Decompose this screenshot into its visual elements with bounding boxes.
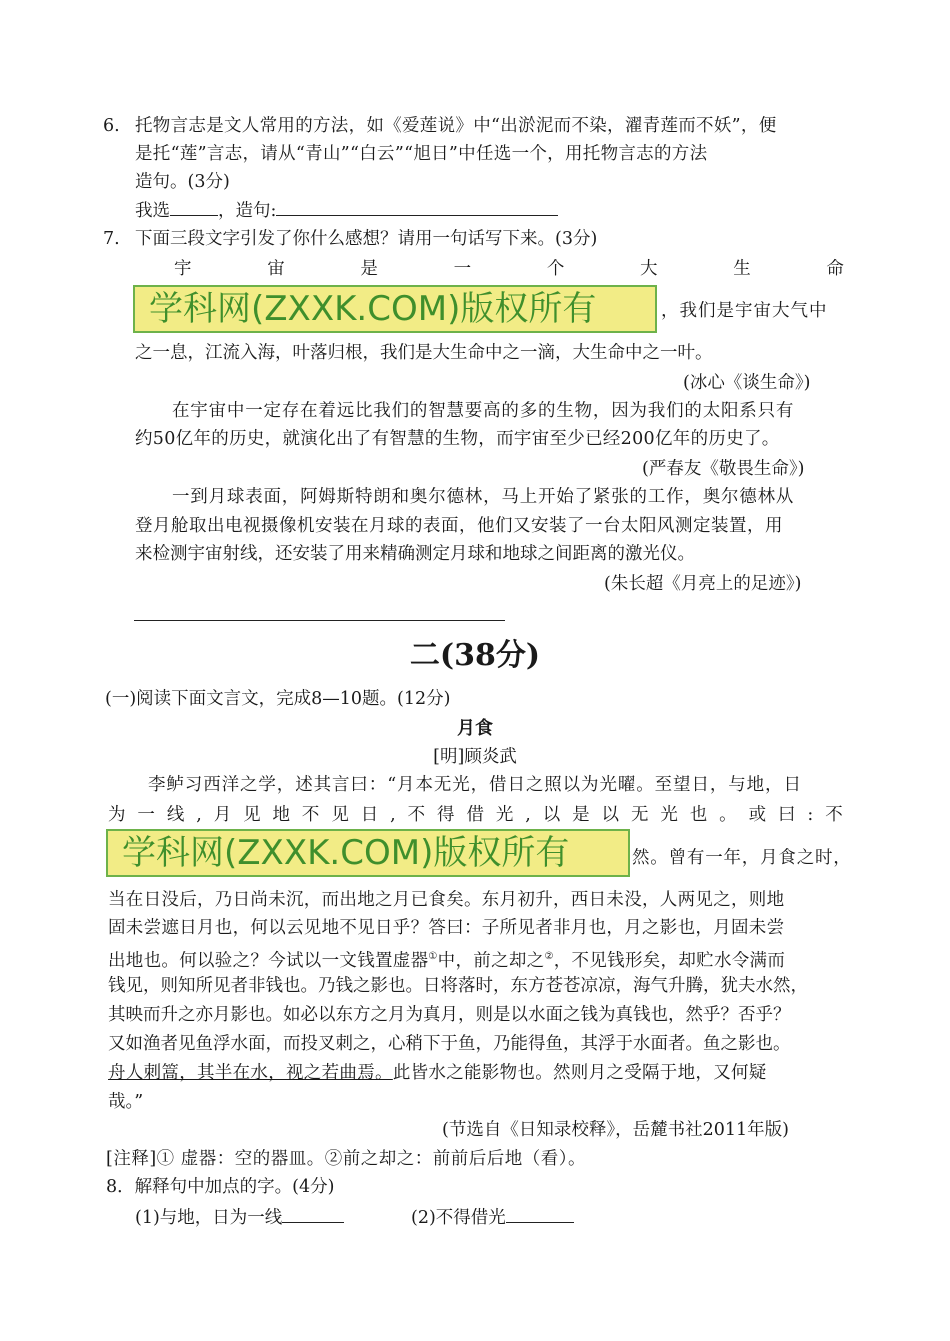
passage-char: 曰 [777,805,796,825]
passage-char: 。 [719,805,737,825]
q8-item-2-blank[interactable] [506,1204,574,1223]
underlined-sentence: 舟人刺篙，其半在水，视之若曲焉。 [108,1063,393,1083]
q7-p1-char: 命 [826,259,844,279]
q6-choose-label: 我选 [135,201,170,221]
q7-p1-char: 生 [733,259,751,279]
passage-char: 见 [331,805,349,825]
passage-line-8: 其映而升之亦月影也。如必以东方之月为真月，则是以水面之钱为真钱也，然乎？否乎？ [108,1005,791,1025]
passage-text: 中，前之却之 [437,950,545,971]
q6-line-1: 托物言志是文人常用的方法，如《爱莲说》中“出淤泥而不染，濯青莲而不妖”，便 [135,116,777,136]
section-instruction: (一)阅读下面文言文，完成8—10题。(12分) [105,689,451,709]
passage-char: 是 [572,805,590,825]
passage-line-10 [108,1060,767,1086]
q7-p1-line-3: 之一息，江流入海，叶落归根，我们是大生命中之一滴，大生命中之一叶。 [135,343,713,363]
passage-char: 光 [495,805,514,825]
q7-p1-char: 是 [360,259,378,279]
passage-char: 以 [601,805,620,825]
q7-p2-source: (严春友《敬畏生命》) [642,459,805,479]
footnote-1-marker: ① [428,951,438,962]
q7-p1-char: 大 [640,259,658,279]
passage-char: , [525,805,531,825]
q6-line-3: 造句。(3分) [135,172,230,192]
passage-char: 见 [243,805,261,825]
q7-p3-line-2: 登月舱取出电视摄像机安装在月球的表面，他们又安装了一台太阳风测定装置，用 [135,516,783,536]
passage-title: 月食 [457,718,493,739]
q7-p3-source: (朱长超《月亮上的足迹》) [604,574,802,594]
q7-p3-line-1: 一到月球表面，阿姆斯特朗和奥尔德林，马上开始了紧张的工作，奥尔德林从 [172,487,795,507]
passage-line-7: 钱见，则知所见者非钱也。乃钱之影也。日将落时，东方苍苍凉凉，海气升腾，犹夫水然， [108,976,808,996]
q8-item-2-text: (2)不得借光 [411,1208,506,1228]
passage-char: 得 [437,805,455,825]
passage-char: 不 [301,805,320,825]
passage-author: [明]顾炎武 [433,747,517,767]
passage-char: , [196,805,202,825]
footnote-2-marker: ② [544,951,554,962]
passage-char: 借 [466,805,484,825]
passage-char: 不 [407,805,426,825]
q7-line-1: 下面三段文字引发了你什么感想？请用一句话写下来。(3分) [135,229,598,249]
section-title: 二(38分) [409,638,541,673]
q6-sentence-blank[interactable] [276,197,558,216]
passage-line-3-tail: 然。曾有一年，月食之时， [632,848,852,868]
q7-p1-line-2-tail: ，我们是宇宙大气中 [661,301,828,321]
q6-choice-blank[interactable] [170,197,218,216]
watermark-1: 学科网(ZXXK.COM)版权所有 [133,285,657,333]
passage-char: 地 [272,805,291,825]
passage-char: 月 [213,805,232,825]
watermark-2: 学科网(ZXXK.COM)版权所有 [106,829,630,877]
passage-line-4: 当在日没后，乃日尚未沉，而出地之月已食矣。东月初升，西日未没，人两见之，则地 [108,890,785,910]
q6-number: 6. [103,116,120,136]
annotation-note: [注释]① 虚器：空的器皿。②前之却之：前前后后地（看）。 [106,1149,586,1169]
passage-line-11: 哉。” [108,1092,144,1112]
q7-answer-line[interactable] [134,620,505,621]
passage-line-5: 固未尝遮日月也，何以云见地不见日乎？答曰：子所见者非月也，月之影也，月固未尝 [108,918,785,938]
q6-answer-row [135,197,558,224]
passage-char: 日 [360,805,379,825]
q7-p1-char: 一 [453,259,472,279]
passage-char: 线 [166,805,185,825]
passage-line-2 [108,802,843,828]
passage-line-1: 李鲈习西洋之学，述其言曰：“月本无光，借日之照以为光曜。至望日，与地，日 [148,775,802,795]
passage-text: ，不见钱形矣，却贮水令满而 [553,950,786,971]
q7-p1-char: 个 [546,259,565,279]
q8-item-1-blank[interactable] [282,1204,344,1223]
passage-char: : [807,805,814,825]
passage-char: , [390,805,396,825]
q6-line-2: 是托“莲”言志，请从“青山”“白云”“旭日”中任选一个，用托物言志的方法 [135,144,708,164]
passage-char: 或 [748,805,767,825]
passage-line-9: 又如渔者见鱼浮水面，而投叉刺之，心稍下于鱼，乃能得鱼，其浮于水面者。鱼之影也。 [108,1034,791,1054]
passage-char: 一 [137,805,155,825]
passage-char: 为 [108,805,126,825]
q7-p3-line-3: 来检测宇宙射线，还安装了用来精确测定月球和地球之间距离的激光仪。 [135,544,695,564]
q7-p1-char: 宙 [267,259,285,279]
q6-sentence-label: ，造句: [218,201,277,221]
q7-number: 7. [103,229,120,249]
q8-item-1 [135,1204,344,1231]
passage-char: 光 [660,805,678,825]
passage-text: 出地也。何以验之？今试以一文钱置虚器 [108,950,429,971]
passage-char: 也 [689,805,708,825]
q8-item-2 [411,1204,574,1231]
q7-p1-source: (冰心《谈生命》) [683,373,811,393]
passage-char: 不 [825,805,843,825]
passage-char: 以 [542,805,561,825]
q7-p1-char: 宇 [174,259,192,279]
passage-text: 此皆水之能影物也。然则月之受隔于地，又何疑 [392,1063,767,1083]
passage-line-6 [108,944,785,974]
q7-p2-line-1: 在宇宙中一定存在着远比我们的智慧要高的多的生物，因为我们的太阳系只有 [172,401,795,421]
passage-char: 无 [630,805,649,825]
q7-p1-line-1 [174,256,844,282]
q7-p2-line-2: 约50亿年的历史，就演化出了有智慧的生物，而宇宙至少已经200亿年的历史了。 [135,429,780,449]
passage-source: (节选自《日知录校释》，岳麓书社2011年版) [442,1120,789,1140]
q8-line-1: 8．解释句中加点的字。(4分) [106,1177,335,1197]
q8-item-1-text: (1)与地，日为一线 [135,1208,283,1228]
